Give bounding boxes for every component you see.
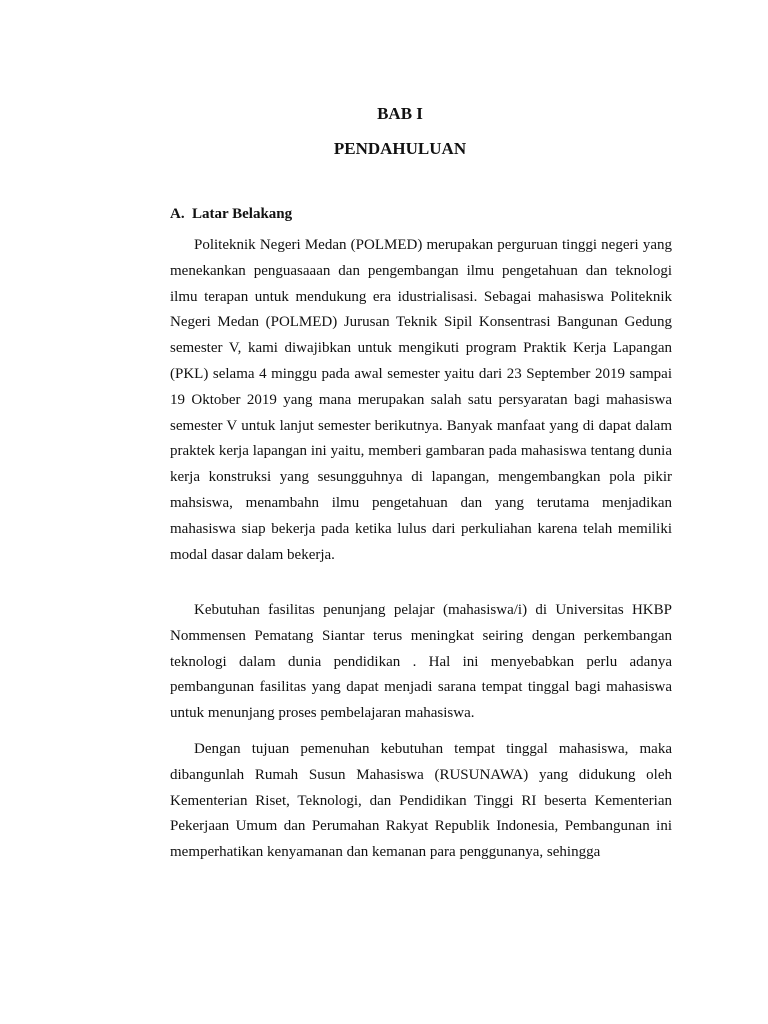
section-title: Latar Belakang [192,206,293,222]
paragraph-3: Dengan tujuan pemenuhan kebutuhan tempat tinggal mahasiswa, maka dibangunlah Rumah Susun Mahasiswa (RUSUNAWA) yang didukung oleh Kementerian Riset, Teknologi, dan Pendidikan Tinggi RI beserta Kementerian Pekerjaan Umum dan Perumahan Rakyat Republik Indonesia, Pembangunan ini memperhatikan kenyamanan dan kemanan para penggunanya, sehingga [170,741,672,861]
paragraph-1: Politeknik Negeri Medan (POLMED) merupakan perguruan tinggi negeri yang menekankan penguasaaan dan pengembangan ilmu pengetahuan dan teknologi ilmu terapan untuk mendukung era idustrialisasi. Sebagai mahasiswa Politeknik Negeri Medan (POLMED) Jurusan Teknik Sipil Konsentrasi Bangunan Gedung semester V, kami diwajibkan untuk mengikuti program Praktik Kerja Lapangan (PKL) selama 4 minggu pada awal semester yaitu dari 23 September 2019 sampai 19 Oktober 2019 yang mana merupakan salah satu persyaratan bagi mahasiswa semester V untuk lanjut semester berikutnya. Banyak manfaat yang di dapat dalam praktek kerja lapangan ini yaitu, memberi gambaran pada mahasiswa tentang dunia kerja konstruksi yang sesungguhnya di lapangan, mengembangkan pola pikir mahsiswa, menambahn ilmu pengetahuan dan yang terutama menjadikan mahasiswa siap bekerja pada ketika lulus dari perkuliahan karena telah memiliki modal dasar dalam bekerja. [170,237,672,563]
chapter-title: PENDAHULUAN [333,139,467,158]
paragraph-2: Kebutuhan fasilitas penunjang pelajar (mahasiswa/i) di Universitas HKBP Nommensen Pematang Siantar terus meningkat seiring dengan perkembangan teknologi dalam dunia pendidikan . Hal ini menyebabkan perlu adanya pembangunan fasilitas yang dapat menjadi sarana tempat tinggal bagi mahasiswa untuk menunjang proses pembelajaran mahasiswa. [170,602,672,722]
section-heading [170,206,292,223]
chapter-number: BAB I [377,104,423,123]
section-marker: A. [170,206,185,222]
